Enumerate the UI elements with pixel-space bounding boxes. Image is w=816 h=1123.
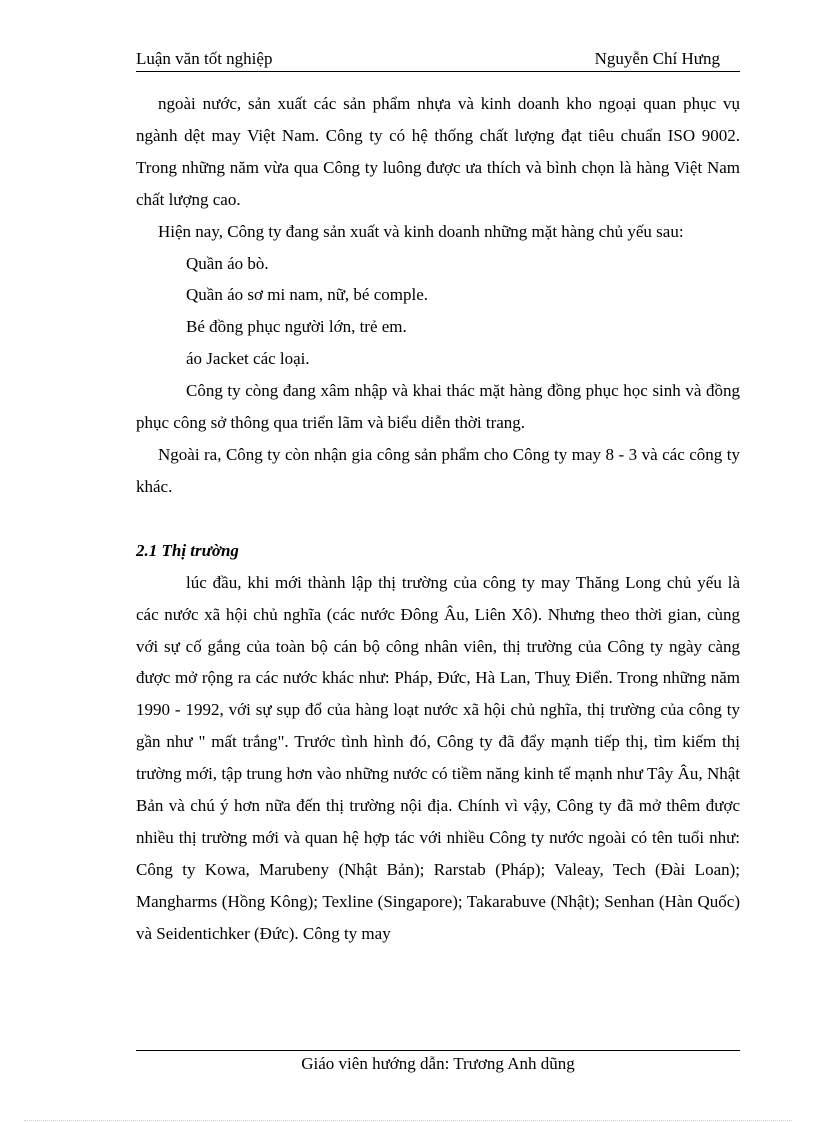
header-thesis-label: Luận văn tốt nghiệp <box>136 49 273 68</box>
header-author-name: Nguyễn Chí Hưng <box>594 49 720 68</box>
section-heading: 2.1 Thị trường <box>136 540 239 560</box>
list-item: Quần áo bò. <box>186 253 269 273</box>
paragraph-company-overview: ngoài nước, sản xuất các sản phẩm nhựa và kinh doanh kho ngoại quan phục vụ ngành dệt may Việt Nam. Công ty có hệ thống chất lượng đạt tiêu chuẩn ISO 9002. Trong những năm vừa qua Công ty luông được ưa thích và bình chọn là hàng Việt Nam chất lượng cao. <box>136 94 740 209</box>
paragraph-uniform-market: Công ty còng đang xâm nhập và khai thác mặt hàng đồng phục học sinh và đồng phục công sở thông qua triển lãm và biểu diễn thời trang. <box>136 381 740 433</box>
document-body <box>136 88 740 950</box>
list-item: áo Jacket các loại. <box>186 349 310 369</box>
footer-divider <box>136 1050 740 1051</box>
list-item: Quần áo sơ mi nam, nữ, bé comple. <box>186 285 428 305</box>
page-bottom-edge <box>24 1120 792 1121</box>
paragraph-products-intro: Hiện nay, Công ty đang sản xuất và kinh doanh những mặt hàng chủ yếu sau: <box>158 221 684 241</box>
paragraph-market-history: lúc đầu, khi mới thành lập thị trường của công ty may Thăng Long chủ yếu là các nước xã hội chủ nghĩa (các nước Đông Âu, Liên Xô). Nhưng theo thời gian, cùng với sự cố gắng của toàn bộ cán bộ công nhân viên, thị trường của Công ty ngày càng được mở rộng ra các nước khác như: Pháp, Đức, Hà Lan, Thuỵ Điển. Trong những năm 1990 - 1992, với sự sụp đổ của hàng loạt nước xã hội chủ nghĩa, thị trường của công ty gần như " mất trắng". Trước tình hình đó, Công ty đã đẩy mạnh tiếp thị, tìm kiếm thị trường mới, tập trung hơn vào những nước có tiềm năng kinh tế mạnh như Tây Âu, Nhật Bản và chú ý hơn nữa đến thị trường nội địa. Chính vì vậy, Công ty đã mở thêm được nhiều thị trường mới và quan hệ hợp tác với nhiều Công ty nước ngoài có tên tuổi như: Công ty Kowa, Marubeny (Nhật Bản); Rarstab (Pháp); Valeay, Tech (Đài Loan); Mangharms (Hồng Kông); Texline (Singapore); Takarabuve (Nhật); Senhan (Hàn Quốc) và Seidentichker (Đức). Công ty may <box>136 572 740 943</box>
list-item: Bé đồng phục người lớn, trẻ em. <box>186 317 407 337</box>
page-header <box>136 47 740 72</box>
paragraph-outsourcing: Ngoài ra, Công ty còn nhận gia công sản phẩm cho Công ty may 8 - 3 và các công ty khác. <box>136 444 740 496</box>
section-spacer <box>136 503 740 535</box>
page-footer: Giáo viên hướng dẫn: Trương Anh dũng <box>301 1054 575 1073</box>
